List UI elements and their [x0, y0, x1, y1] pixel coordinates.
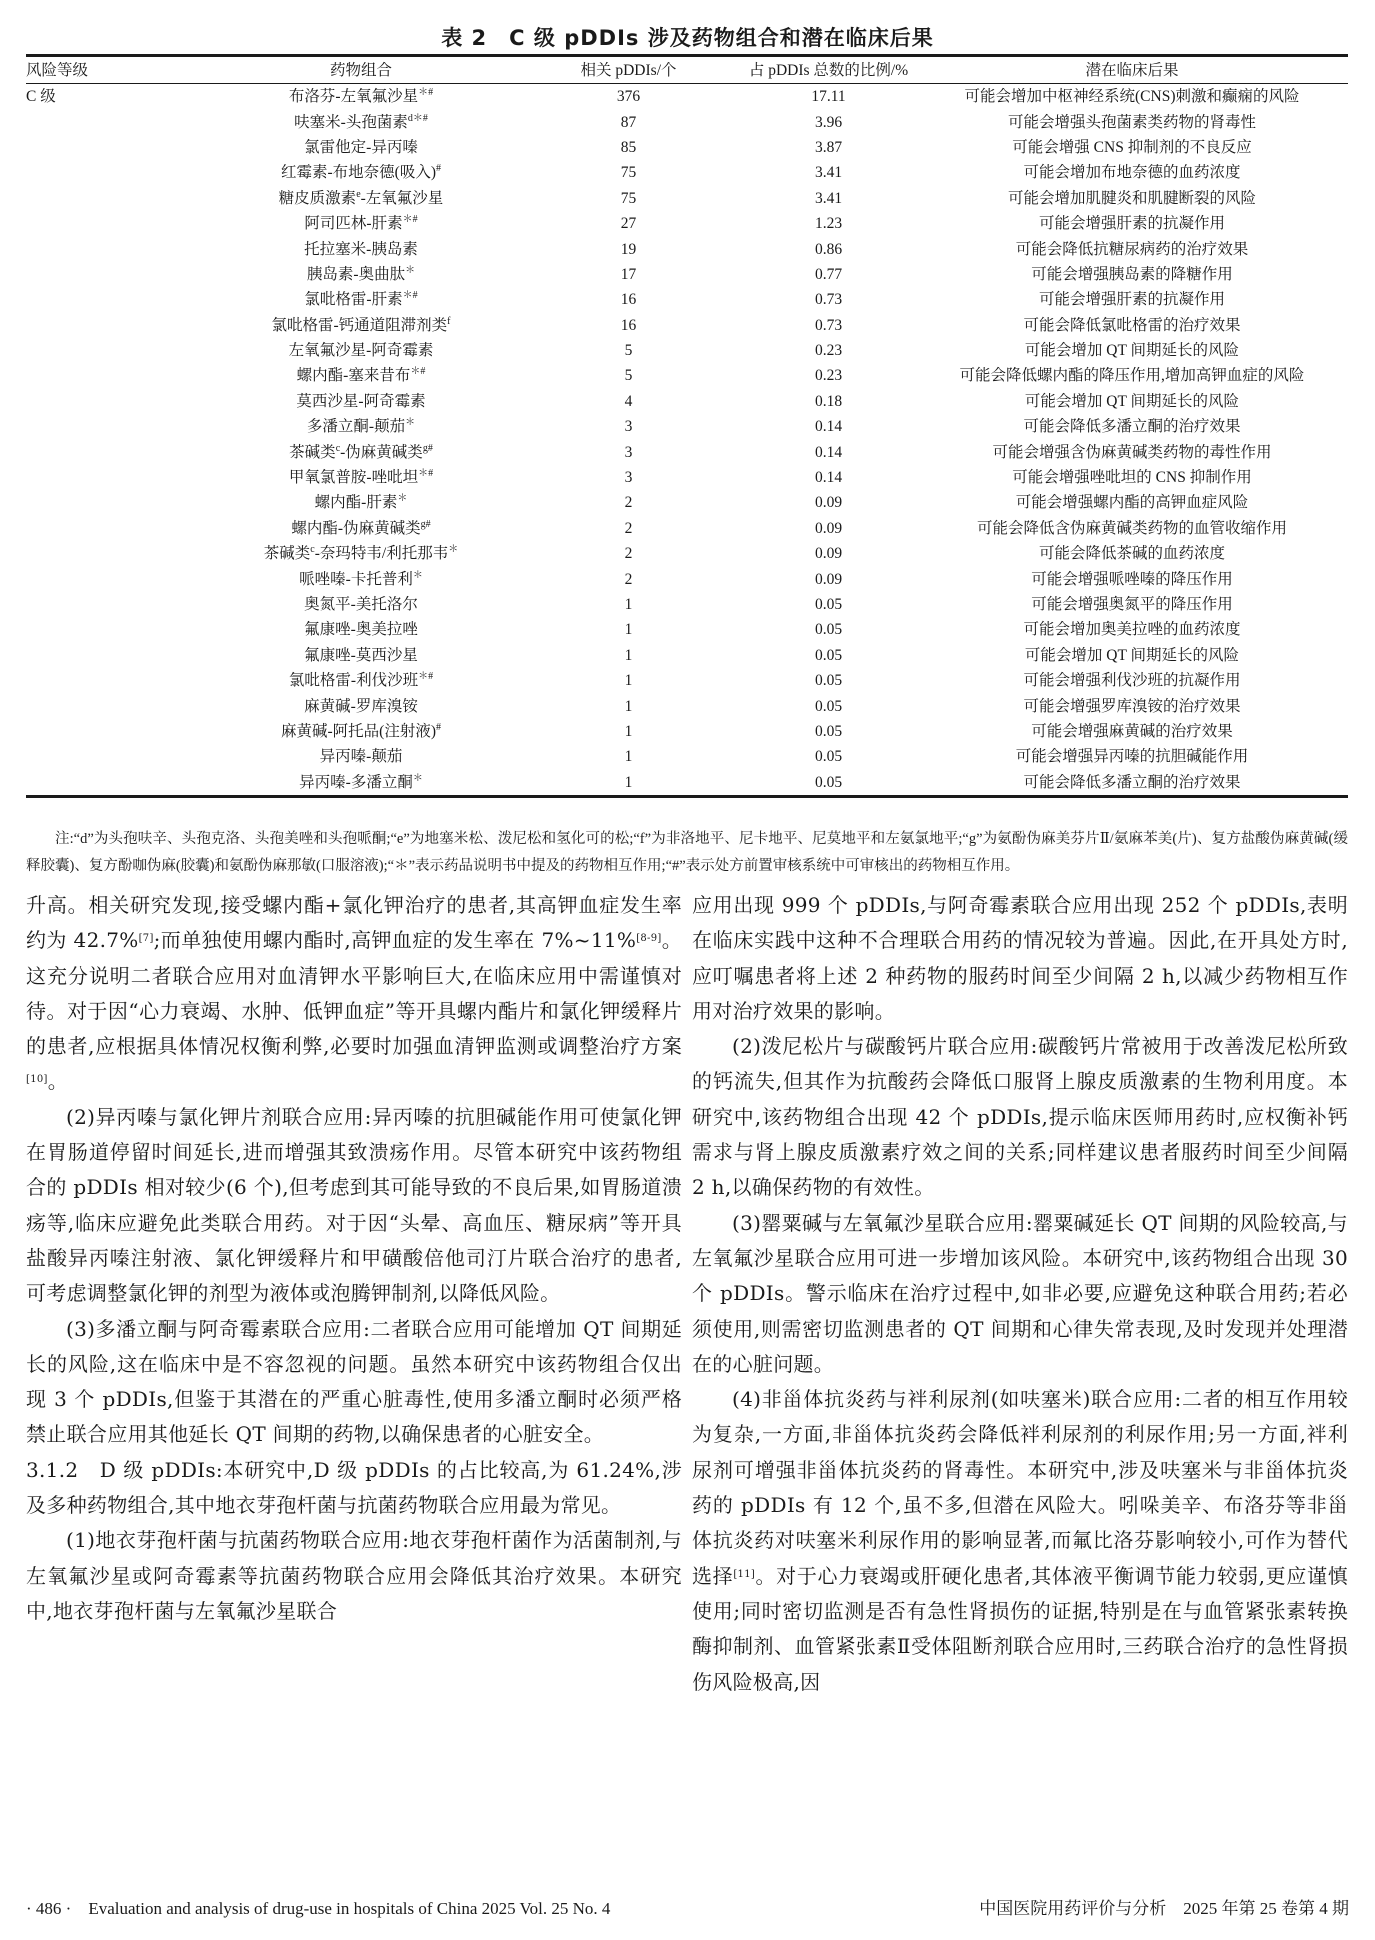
footnote-mark: c [335, 442, 341, 454]
cell-clinical-outcome: 可能会增强胰岛素的降糖作用 [1031, 265, 1233, 283]
cell-pddi-count: 87 [620, 113, 637, 131]
citation: [7] [138, 933, 154, 945]
cell-drug-combination: 螺内酯-肝素＊ [314, 493, 408, 512]
cell-pddi-count: 376 [616, 88, 641, 106]
header-pddi-count: 相关 pDDIs/个 [580, 61, 677, 79]
table-row [26, 262, 1348, 287]
cell-pddi-percent: 0.05 [814, 621, 843, 639]
cell-drug-combination: 氯吡格雷-肝素＊# [304, 290, 418, 309]
table-row [26, 719, 1348, 744]
footnote-mark: f [447, 315, 451, 327]
footnote-mark: ＊ [405, 417, 416, 429]
cell-pddi-count: 1 [624, 621, 633, 639]
cell-pddi-count: 3 [624, 469, 633, 487]
table-row [26, 84, 1348, 109]
cell-pddi-percent: 3.96 [814, 113, 843, 131]
header-pddi-percent: 占 pDDIs 总数的比例/% [748, 61, 909, 79]
citation: [8-9] [636, 933, 662, 945]
cell-pddi-count: 1 [624, 672, 633, 690]
cell-pddi-count: 75 [620, 164, 637, 182]
cell-pddi-count: 16 [620, 316, 637, 334]
cell-pddi-count: 1 [624, 748, 633, 766]
cell-risk-level: C 级 [26, 88, 56, 106]
table-row [26, 668, 1348, 693]
cell-clinical-outcome: 可能会降低茶碱的血药浓度 [1038, 545, 1225, 563]
cell-drug-combination: 螺内酯-伪麻黄碱类$^{g\#}$ [291, 518, 431, 537]
paragraph: (2)泼尼松片与碳酸钙片联合应用:碳酸钙片常被用于改善泼尼松所致的钙流失,但其作为抗酸药会降低口服肾上腺皮质激素的生物利用度。本研究中,该药物组合出现 42 个 pDDIs,提示临床医师用药时,应权衡补钙需求与肾上腺皮质激素疗效之间的关系;同样建议患者服药时间至少间隔 2 h,以确保药物的有效性。 [692, 1034, 1348, 1200]
cell-pddi-count: 3 [624, 443, 633, 461]
cell-drug-combination: 阿司匹林-肝素＊# [304, 214, 418, 233]
cell-clinical-outcome: 可能会增加布地奈德的血药浓度 [1023, 164, 1241, 182]
table-row [26, 693, 1348, 718]
paragraph: (3)多潘立酮与阿奇霉素联合应用:二者联合应用可能增加 QT 间期延长的风险,这在临床中是不容忽视的问题。虽然本研究中该药物组合仅出现 3 个 pDDIs,但鉴于其潜在的严重心脏毒性,使用多潘立酮时必须严格禁止联合应用其他延长 QT 间期的药物,以确保患者的心脏安全。 [26, 1316, 683, 1447]
cell-pddi-percent: 0.05 [814, 596, 843, 613]
cell-pddi-count: 1 [624, 596, 633, 613]
footnote-mark: ＊# [402, 214, 418, 226]
cell-pddi-count: 1 [624, 646, 633, 664]
cell-pddi-count: 2 [624, 519, 633, 537]
cell-drug-combination: 氯雷他定-异丙嗪 [304, 138, 418, 156]
drug-interaction-table [26, 54, 1348, 798]
cell-clinical-outcome: 可能会增强 CNS 抑制剂的不良反应 [1012, 138, 1252, 156]
table-row [26, 566, 1348, 591]
paragraph: (3)罂粟碱与左氧氟沙星联合应用:罂粟碱延长 QT 间期的风险较高,与左氧氟沙星联合应用可进一步增加该风险。本研究中,该药物组合出现 30 个 pDDIs。警示临床在治疗过程中,如非必要,应避免这种联合用药;若必须使用,则需密切监测患者的 QT 间期和心律失常表现,及时发现并处理潜在的心脏问题。 [692, 1210, 1348, 1376]
cell-drug-combination: 红霉素-布地奈德(吸入)# [281, 163, 441, 182]
cell-pddi-count: 85 [620, 138, 637, 156]
cell-pddi-percent: 0.73 [814, 291, 843, 309]
cell-clinical-outcome: 可能会降低螺内酯的降压作用,增加高钾血症的风险 [959, 367, 1305, 385]
cell-clinical-outcome: 可能会增强麻黄碱的治疗效果 [1031, 722, 1233, 740]
cell-drug-combination: 左氧氟沙星-阿奇霉素 [288, 342, 434, 360]
cell-clinical-outcome: 可能会降低多潘立酮的治疗效果 [1023, 418, 1241, 436]
table-body [26, 84, 1348, 795]
cell-drug-combination: 异丙嗪-颠茄 [319, 748, 403, 766]
footnote-mark: ＊ [448, 544, 459, 556]
cell-clinical-outcome: 可能会降低多潘立酮的治疗效果 [1023, 773, 1241, 791]
cell-pddi-count: 1 [624, 722, 633, 740]
cell-drug-combination: 茶碱类$^c$-奈玛特韦/利托那韦＊ [263, 544, 459, 563]
table-row [26, 160, 1348, 185]
cell-drug-combination: 氟康唑-莫西沙星 [304, 646, 418, 664]
paragraph: (4)非甾体抗炎药与袢利尿剂(如呋塞米)联合应用:二者的相互作用较为复杂,一方面,非甾体抗炎药会降低袢利尿剂的利尿作用;另一方面,袢利尿剂可增强非甾体抗炎药的肾毒性。本研究中,涉及呋塞米与非甾体抗炎药的 pDDIs 有 12 个,虽不多,但潜在风险大。吲哚美辛、布洛芬等非甾体抗炎药对呋塞米利尿作用的影响显著,而氟比洛芬影响较小,可作为替代选择[11]。对于心力衰竭或肝硬化患者,其体液平衡调节能力较弱,更应谨慎使用;同时密切监测是否有急性肾损伤的证据,特别是在与血管紧张素转换酶抑制剂、血管紧张素Ⅱ受体阻断剂联合应用时,三药联合治疗的急性肾损伤风险极高,因 [692, 1387, 1348, 1694]
citation: [10] [26, 1074, 48, 1086]
cell-pddi-percent: 0.14 [814, 418, 843, 436]
table-row [26, 313, 1348, 338]
cell-drug-combination: 奥氮平-美托洛尔 [304, 596, 418, 613]
table-row [26, 109, 1348, 134]
cell-pddi-percent: 0.86 [814, 240, 843, 258]
table-row [26, 439, 1348, 464]
cell-pddi-percent: 3.87 [814, 138, 843, 156]
paragraph: 升高。相关研究发现,接受螺内酯+氯化钾治疗的患者,其高钾血症发生率约为 42.7%[7];而单独使用螺内酯时,高钾血症的发生率在 7%~11%[8-9]。这充分说明二者联合应用对血清钾水平影响巨大,在临床应用中需谨慎对待。对于因“心力衰竭、水肿、低钾血症”等开具螺内酯片和氯化钾缓释片的患者,应根据具体情况权衡利弊,必要时加强血清钾监测或调整治疗方案[10]。 [26, 893, 682, 1094]
cell-pddi-count: 5 [624, 342, 633, 360]
cell-clinical-outcome: 可能会增强肝素的抗凝作用 [1038, 291, 1225, 309]
cell-pddi-percent: 3.41 [814, 189, 843, 207]
cell-pddi-count: 2 [624, 570, 633, 588]
footnote-mark: ＊ [405, 264, 416, 276]
cell-drug-combination: 胰岛素-奥曲肽＊ [306, 264, 416, 283]
table-row [26, 617, 1348, 642]
cell-drug-combination: 茶碱类$^c$-伪麻黄碱类$^{g\#}$ [289, 442, 433, 461]
table-row [26, 287, 1348, 312]
cell-clinical-outcome: 可能会增强螺内酯的高钾血症风险 [1015, 494, 1249, 512]
cell-drug-combination: 莫西沙星-阿奇霉素 [296, 392, 426, 410]
section-heading-paragraph: 3.1.2 D 级 pDDIs:本研究中,D 级 pDDIs 的占比较高,为 61.24%,涉及多种药物组合,其中地衣芽孢杆菌与抗菌药物联合应用最为常见。 [26, 1457, 682, 1518]
cell-pddi-percent: 0.09 [814, 519, 843, 537]
body-column-left [26, 888, 682, 1629]
cell-pddi-percent: 0.05 [814, 773, 843, 791]
table-row [26, 490, 1348, 515]
table-row [26, 236, 1348, 261]
body-column-right [692, 888, 1348, 1700]
footnote-mark: ＊# [418, 671, 434, 683]
citation: [11] [733, 1568, 756, 1580]
cell-clinical-outcome: 可能会增加 QT 间期延长的风险 [1024, 392, 1240, 410]
footnote-mark: c [310, 544, 315, 556]
paragraph: (1)地衣芽孢杆菌与抗菌药物联合应用:地衣芽孢杆菌作为活菌制剂,与左氧氟沙星或阿奇霉素等抗菌药物联合应用会降低其治疗效果。本研究中,地衣芽孢杆菌与左氧氟沙星联合 [26, 1528, 682, 1623]
cell-pddi-percent: 0.05 [814, 672, 843, 690]
cell-pddi-percent: 0.18 [814, 392, 843, 410]
cell-pddi-percent: 0.05 [814, 646, 843, 664]
cell-clinical-outcome: 可能会增强唑吡坦的 CNS 抑制作用 [1012, 469, 1252, 487]
footer-journal-cn: 中国医院用药评价与分析 2025 年第 25 卷第 4 期 [979, 1899, 1349, 1918]
cell-clinical-outcome: 可能会降低抗糖尿病药的治疗效果 [1015, 240, 1249, 258]
table-row [26, 744, 1348, 769]
cell-drug-combination: 多潘立酮-颠茄＊ [306, 417, 416, 436]
table-row [26, 643, 1348, 668]
cell-pddi-percent: 0.05 [814, 722, 843, 740]
table-row [26, 211, 1348, 236]
cell-clinical-outcome: 可能会增强奥氮平的降压作用 [1031, 596, 1233, 613]
cell-pddi-count: 1 [624, 773, 633, 791]
table-row [26, 414, 1348, 439]
footnote-mark: ＊ [397, 493, 408, 505]
footnote-mark: ＊# [402, 290, 418, 302]
header-drug-combination: 药物组合 [329, 61, 392, 79]
cell-pddi-count: 2 [624, 494, 633, 512]
cell-drug-combination: 麻黄碱-阿托品(注射液)# [281, 721, 441, 740]
paragraph: (2)异丙嗪与氯化钾片剂联合应用:异丙嗪的抗胆碱能作用可使氯化钾在胃肠道停留时间延长,进而增强其致溃疡作用。尽管本研究中该药物组合的 pDDIs 相对较少(6 个),但考虑到其可能导致的不良后果,如胃肠道溃疡等,临床应避免此类联合用药。对于因“头晕、高血压、糖尿病”等开具盐酸异丙嗪注射液、氯化钾缓释片和甲磺酸倍他司汀片联合治疗的患者,可考虑调整氯化钾的剂型为液体或泡腾钾制剂,以降低风险。 [26, 1104, 682, 1306]
cell-pddi-percent: 1.23 [814, 215, 843, 233]
table-row [26, 516, 1348, 541]
cell-drug-combination: 氟康唑-奥美拉唑 [304, 621, 418, 639]
cell-pddi-percent: 0.09 [814, 494, 843, 512]
paragraph: 应用出现 999 个 pDDIs,与阿奇霉素联合应用出现 252 个 pDDIs,表明在临床实践中这种不合理联合用药的情况较为普遍。因此,在开具处方时,应叮嘱患者将上述 2 种药物的服药时间至少间隔 2 h,以减少药物相互作用对治疗效果的影响。 [692, 893, 1348, 1023]
footnote-mark: ＊# [410, 366, 426, 378]
table-note: 注:“d”为头孢呋辛、头孢克洛、头孢美唑和头孢哌酮;“e”为地塞米松、泼尼松和氢化可的松;“f”为非洛地平、尼卡地平、尼莫地平和左氨氯地平;“g”为氨酚伪麻美芬片Ⅱ/氨麻苯美(片)、复方盐酸伪麻黄碱(缓释胶囊)、复方酚咖伪麻(胶囊)和氨酚伪麻那敏(口服溶液);“＊”表示药品说明书中提及的药物相互作用;“#”表示处方前置审核系统中可审核出的药物相互作用。 [26, 831, 1348, 874]
cell-pddi-percent: 0.09 [814, 570, 843, 588]
table-row [26, 135, 1348, 160]
footnote-mark: ＊# [418, 87, 434, 99]
cell-clinical-outcome: 可能会增强肝素的抗凝作用 [1038, 215, 1225, 233]
cell-pddi-count: 4 [624, 392, 633, 410]
cell-pddi-percent: 0.23 [814, 342, 843, 360]
cell-clinical-outcome: 可能会增加肌腱炎和肌腱断裂的风险 [1007, 189, 1256, 207]
cell-clinical-outcome: 可能会降低氯吡格雷的治疗效果 [1023, 316, 1241, 334]
cell-drug-combination: 麻黄碱-罗库溴铵 [304, 697, 418, 715]
cell-pddi-count: 1 [624, 697, 633, 715]
cell-pddi-count: 27 [620, 215, 637, 233]
table-row [26, 541, 1348, 566]
table-header-row [26, 57, 1348, 83]
cell-clinical-outcome: 可能会增强头孢菌素类药物的肾毒性 [1007, 113, 1256, 131]
cell-drug-combination: 呋塞米-头孢菌素$^{d*\#}$ [294, 112, 428, 131]
cell-pddi-count: 2 [624, 545, 633, 563]
cell-clinical-outcome: 可能会增强利伐沙班的抗凝作用 [1023, 672, 1241, 690]
footnote-mark: ＊ [412, 772, 423, 784]
footnote-mark: ＊ [412, 569, 423, 581]
cell-clinical-outcome: 可能会增强含伪麻黄碱类药物的毒性作用 [992, 443, 1272, 461]
table-row [26, 338, 1348, 363]
footnote-mark: g# [420, 518, 431, 530]
cell-pddi-percent: 17.11 [811, 88, 846, 106]
cell-clinical-outcome: 可能会增强罗库溴铵的治疗效果 [1023, 697, 1241, 715]
cell-clinical-outcome: 可能会降低含伪麻黄碱类药物的血管收缩作用 [976, 519, 1287, 537]
cell-drug-combination: 哌唑嗪-卡托普利＊ [299, 569, 423, 588]
cell-drug-combination: 螺内酯-塞来昔布＊# [296, 366, 426, 385]
table-row [26, 465, 1348, 490]
table-row [26, 186, 1348, 211]
cell-drug-combination: 氯吡格雷-钙通道阻滞剂类$^f$ [271, 315, 451, 334]
cell-clinical-outcome: 可能会增加奥美拉唑的血药浓度 [1023, 621, 1241, 639]
cell-drug-combination: 托拉塞米-胰岛素 [304, 240, 418, 258]
cell-pddi-percent: 0.73 [814, 316, 843, 334]
cell-pddi-percent: 0.23 [814, 367, 843, 385]
table-row [26, 363, 1348, 388]
cell-pddi-percent: 0.05 [814, 697, 843, 715]
header-clinical-outcome: 潜在临床后果 [1085, 61, 1179, 79]
table-title: 表 2 C 级 pDDIs 涉及药物组合和潜在临床后果 [441, 26, 934, 50]
cell-drug-combination: 糖皮质激素$^e$-左氧氟沙星 [278, 188, 444, 207]
cell-pddi-percent: 0.05 [814, 748, 843, 766]
cell-pddi-count: 16 [620, 291, 637, 309]
cell-pddi-percent: 3.41 [814, 164, 843, 182]
table-row [26, 592, 1348, 617]
cell-pddi-count: 19 [620, 240, 637, 258]
cell-clinical-outcome: 可能会增加 QT 间期延长的风险 [1024, 646, 1240, 664]
footnote-mark: # [436, 163, 441, 175]
footer-journal-en: · 486 · Evaluation and analysis of drug-use in hospitals of China 2025 Vol. 25 No. 4 [26, 1899, 611, 1918]
footnote-mark: d＊# [407, 112, 428, 124]
cell-pddi-count: 5 [624, 367, 633, 385]
cell-pddi-percent: 0.77 [814, 265, 843, 283]
cell-drug-combination: 异丙嗪-多潘立酮＊ [299, 772, 423, 791]
cell-pddi-count: 17 [620, 265, 637, 283]
cell-pddi-percent: 0.09 [814, 545, 843, 563]
cell-clinical-outcome: 可能会增加中枢神经系统(CNS)刺激和癫痫的风险 [964, 88, 1300, 106]
table-row [26, 389, 1348, 414]
cell-drug-combination: 甲氧氯普胺-唑吡坦＊# [288, 468, 434, 487]
cell-clinical-outcome: 可能会增强哌唑嗪的降压作用 [1031, 570, 1233, 588]
cell-pddi-count: 75 [620, 189, 637, 207]
footnote-mark: # [436, 721, 441, 733]
cell-pddi-count: 3 [624, 418, 633, 436]
table-row [26, 770, 1348, 795]
footnote-mark: g# [422, 442, 433, 454]
header-risk-level: 风险等级 [26, 61, 89, 79]
footnote-mark: ＊# [418, 468, 434, 480]
cell-drug-combination: 氯吡格雷-利伐沙班＊# [288, 671, 434, 690]
cell-drug-combination: 布洛芬-左氧氟沙星＊# [288, 87, 434, 106]
cell-pddi-percent: 0.14 [814, 469, 843, 487]
cell-clinical-outcome: 可能会增加 QT 间期延长的风险 [1024, 342, 1240, 360]
footnote-mark: e [356, 188, 361, 200]
cell-pddi-percent: 0.14 [814, 443, 843, 461]
table-bottom-rule [26, 795, 1348, 798]
cell-clinical-outcome: 可能会增强异丙嗪的抗胆碱能作用 [1015, 748, 1249, 766]
